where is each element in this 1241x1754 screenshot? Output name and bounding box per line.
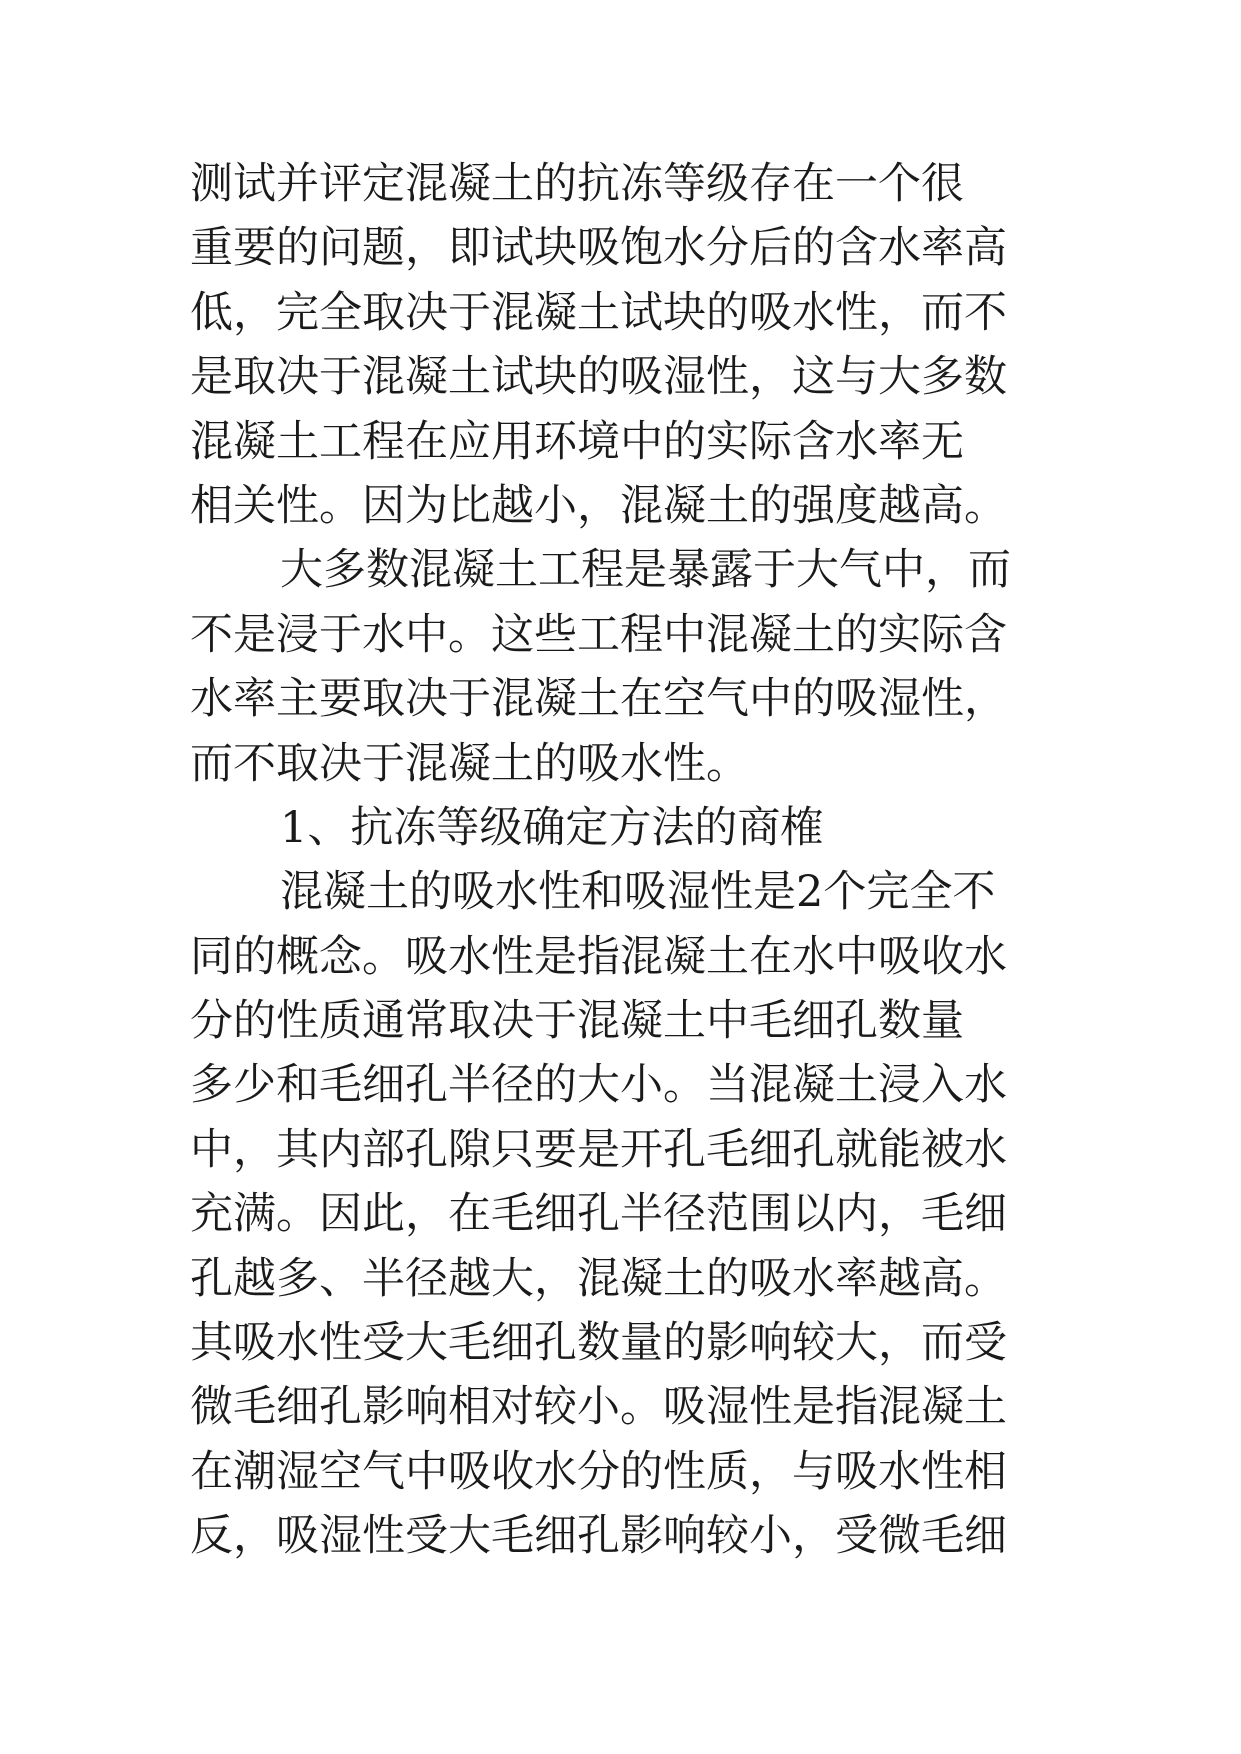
paragraph-start-line: 混凝土的吸水性和吸湿性是2个完全不 — [280, 867, 996, 918]
text-line: 低，完全取决于混凝土试块的吸水性，而不 — [190, 287, 1007, 338]
text-line: 充满。因此，在毛细孔半径范围以内，毛细 — [190, 1189, 1007, 1240]
body-text — [190, 152, 1090, 1569]
text-line: 重要的问题，即试块吸饱水分后的含水率高 — [190, 223, 1007, 274]
text-line: 中，其内部孔隙只要是开孔毛细孔就能被水 — [190, 1124, 1007, 1175]
text-line: 不是浸于水中。这些工程中混凝土的实际含 — [190, 609, 1007, 660]
text-line: 是取决于混凝土试块的吸湿性，这与大多数 — [190, 352, 1007, 403]
text-line: 多少和毛细孔半径的大小。当混凝土浸入水 — [190, 1060, 1007, 1111]
paragraph-start-line: 大多数混凝土工程是暴露于大气中，而 — [280, 545, 1011, 596]
text-line: 微毛细孔影响相对较小。吸湿性是指混凝土 — [190, 1382, 1007, 1433]
text-line: 在潮湿空气中吸收水分的性质，与吸水性相 — [190, 1446, 1007, 1497]
text-line: 而不取决于混凝土的吸水性。 — [190, 738, 749, 789]
text-line: 相关性。因为比越小，混凝土的强度越高。 — [190, 480, 1007, 531]
text-line: 其吸水性受大毛细孔数量的影响较大，而受 — [190, 1318, 1007, 1369]
text-line: 反，吸湿性受大毛细孔影响较小，受微毛细 — [190, 1511, 1007, 1562]
text-line: 孔越多、半径越大，混凝土的吸水率越高。 — [190, 1253, 1007, 1304]
text-line: 混凝土工程在应用环境中的实际含水率无 — [190, 416, 964, 467]
text-line: 水率主要取决于混凝土在空气中的吸湿性， — [190, 674, 1007, 725]
section-heading: 1、抗冻等级确定方法的商榷 — [280, 802, 824, 853]
text-line: 测试并评定混凝土的抗冻等级存在一个很 — [190, 159, 964, 209]
text-line: 分的性质通常取决于混凝土中毛细孔数量 — [190, 996, 964, 1047]
text-line: 同的概念。吸水性是指混凝土在水中吸收水 — [190, 931, 1007, 982]
